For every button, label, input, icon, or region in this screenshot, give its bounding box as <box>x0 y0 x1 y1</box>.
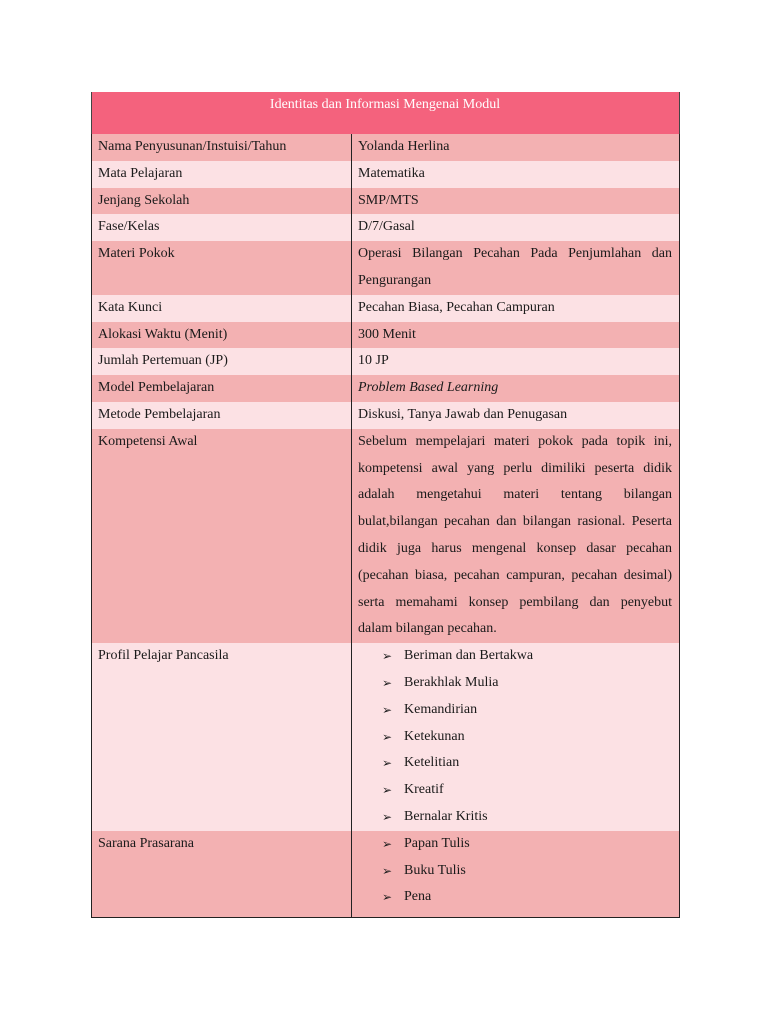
row-label: Materi Pokok <box>92 241 352 295</box>
profile-list <box>358 643 672 831</box>
row-label: Kata Kunci <box>92 295 352 322</box>
list-item: ➢ Papan Tulis <box>382 831 672 858</box>
table-row <box>92 295 680 322</box>
table-row <box>92 375 680 402</box>
facilities-list <box>358 831 672 911</box>
row-label: Nama Penyusunan/Instuisi/Tahun <box>92 134 352 161</box>
list-item: ➢ Ketekunan <box>382 724 672 751</box>
row-value <box>352 643 680 831</box>
row-value: Yolanda Herlina <box>352 134 680 161</box>
table-row <box>92 429 680 643</box>
table-row <box>92 161 680 188</box>
row-label: Model Pembelajaran <box>92 375 352 402</box>
list-item: ➢ Pena <box>382 884 672 911</box>
row-value: Sebelum mempelajari materi pokok pada topik ini, kompetensi awal yang perlu dimiliki peserta didik adalah mengetahui materi tentang bilangan bulat,bilangan pecahan dan bilangan rasional. Peserta didik juga harus mengenal konsep dasar pecahan (pecahan biasa, pecahan campuran, pecahan desimal) serta memahami konsep pembilang dan penyebut dalam bilangan pecahan. <box>352 429 680 643</box>
table-row <box>92 831 680 918</box>
row-label: Kompetensi Awal <box>92 429 352 643</box>
row-value: 10 JP <box>352 348 680 375</box>
row-label: Profil Pelajar Pancasila <box>92 643 352 831</box>
row-value: Matematika <box>352 161 680 188</box>
row-label: Mata Pelajaran <box>92 161 352 188</box>
table-row <box>92 643 680 831</box>
row-label: Metode Pembelajaran <box>92 402 352 429</box>
list-item: ➢ Kreatif <box>382 777 672 804</box>
row-value: Operasi Bilangan Pecahan Pada Penjumlahan dan Pengurangan <box>352 241 680 295</box>
row-label: Jumlah Pertemuan (JP) <box>92 348 352 375</box>
table-row <box>92 214 680 241</box>
row-value: Diskusi, Tanya Jawab dan Penugasan <box>352 402 680 429</box>
row-value: SMP/MTS <box>352 188 680 215</box>
list-item: ➢ Bernalar Kritis <box>382 804 672 831</box>
row-label: Sarana Prasarana <box>92 831 352 918</box>
table-row <box>92 188 680 215</box>
table-row <box>92 402 680 429</box>
list-item: ➢ Berakhlak Mulia <box>382 670 672 697</box>
list-item: ➢ Buku Tulis <box>382 858 672 885</box>
table-row <box>92 134 680 161</box>
table-title: Identitas dan Informasi Mengenai Modul <box>92 92 680 134</box>
row-value <box>352 831 680 918</box>
row-value: Problem Based Learning <box>352 375 680 402</box>
module-identity-table <box>91 92 680 918</box>
row-value: Pecahan Biasa, Pecahan Campuran <box>352 295 680 322</box>
table-row <box>92 348 680 375</box>
table-row <box>92 322 680 349</box>
table-row <box>92 241 680 295</box>
row-label: Fase/Kelas <box>92 214 352 241</box>
row-value: D/7/Gasal <box>352 214 680 241</box>
row-label: Jenjang Sekolah <box>92 188 352 215</box>
row-label: Alokasi Waktu (Menit) <box>92 322 352 349</box>
list-item: ➢ Beriman dan Bertakwa <box>382 643 672 670</box>
list-item: ➢ Ketelitian <box>382 750 672 777</box>
row-value: 300 Menit <box>352 322 680 349</box>
list-item: ➢ Kemandirian <box>382 697 672 724</box>
